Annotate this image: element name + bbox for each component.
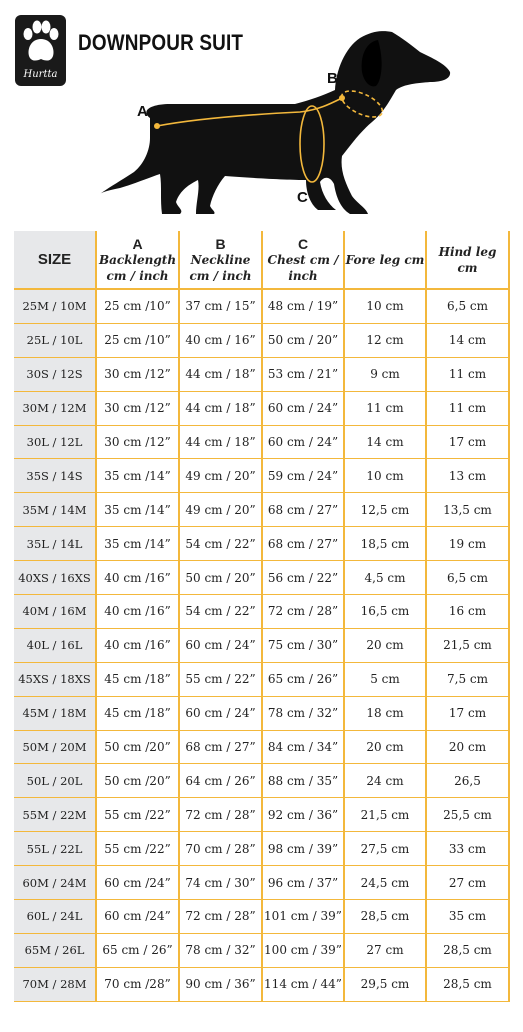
cell-fore-leg: 11 cm [344,391,426,425]
cell-neckline: 37 cm / 15” [179,289,262,323]
cell-backlength: 40 cm /16” [96,561,179,595]
cell-hind-leg: 28,5 cm [426,933,509,967]
header-chest [262,231,344,289]
cell-fore-leg: 29,5 cm [344,967,426,1001]
table-row [14,662,509,696]
cell-size: 30S / 12S [14,357,96,391]
cell-chest: 96 cm / 37” [262,866,344,900]
cell-fore-leg: 20 cm [344,730,426,764]
cell-backlength: 40 cm /16” [96,595,179,629]
cell-neckline: 90 cm / 36” [179,967,262,1001]
cell-backlength: 40 cm /16” [96,628,179,662]
cell-chest: 98 cm / 39” [262,832,344,866]
cell-size: 55L / 22L [14,832,96,866]
cell-neckline: 68 cm / 27” [179,730,262,764]
table-row [14,730,509,764]
cell-fore-leg: 4,5 cm [344,561,426,595]
cell-size: 40L / 16L [14,628,96,662]
cell-fore-leg: 12 cm [344,323,426,357]
cell-neckline: 44 cm / 18” [179,357,262,391]
cell-hind-leg: 17 cm [426,425,509,459]
cell-neckline: 50 cm / 20” [179,561,262,595]
cell-size: 45M / 18M [14,696,96,730]
cell-size: 70M / 28M [14,967,96,1001]
header-neckline-label: Neckline cm / inch [189,252,252,283]
table-row [14,561,509,595]
cell-backlength: 35 cm /14” [96,459,179,493]
cell-backlength: 30 cm /12” [96,425,179,459]
cell-fore-leg: 18,5 cm [344,527,426,561]
cell-neckline: 60 cm / 24” [179,628,262,662]
header-fore-leg-label: Fore leg cm [345,252,425,267]
logo-text: Hurtta [23,69,58,80]
cell-hind-leg: 26,5 [426,764,509,798]
dog-silhouette [100,31,450,214]
header-fore-leg [344,231,426,289]
cell-backlength: 25 cm /10” [96,323,179,357]
cell-hind-leg: 17 cm [426,696,509,730]
cell-fore-leg: 14 cm [344,425,426,459]
cell-chest: 88 cm / 35” [262,764,344,798]
table-row [14,967,509,1001]
cell-size: 35M / 14M [14,493,96,527]
table-row [14,289,509,323]
cell-chest: 59 cm / 24” [262,459,344,493]
cell-chest: 60 cm / 24” [262,425,344,459]
cell-fore-leg: 12,5 cm [344,493,426,527]
cell-chest: 48 cm / 19” [262,289,344,323]
cell-fore-leg: 24 cm [344,764,426,798]
cell-size: 30M / 12M [14,391,96,425]
cell-backlength: 25 cm /10” [96,289,179,323]
cell-size: 35L / 14L [14,527,96,561]
cell-backlength: 55 cm /22” [96,798,179,832]
cell-chest: 68 cm / 27” [262,493,344,527]
header-size-label: SIZE [37,250,72,268]
cell-backlength: 60 cm /24” [96,866,179,900]
table-row [14,798,509,832]
size-table [14,231,510,1002]
cell-chest: 114 cm / 44” [262,967,344,1001]
cell-hind-leg: 28,5 cm [426,967,509,1001]
table-row [14,628,509,662]
cell-neckline: 72 cm / 28” [179,798,262,832]
cell-size: 50L / 20L [14,764,96,798]
header [0,0,523,230]
cell-fore-leg: 5 cm [344,662,426,696]
cell-neckline: 44 cm / 18” [179,391,262,425]
cell-backlength: 45 cm /18” [96,696,179,730]
cell-neckline: 74 cm / 30” [179,866,262,900]
cell-chest: 100 cm / 39” [262,933,344,967]
cell-neckline: 40 cm / 16” [179,323,262,357]
cell-backlength: 50 cm /20” [96,730,179,764]
cell-backlength: 70 cm /28” [96,967,179,1001]
cell-chest: 50 cm / 20” [262,323,344,357]
cell-hind-leg: 33 cm [426,832,509,866]
cell-fore-leg: 24,5 cm [344,866,426,900]
cell-hind-leg: 20 cm [426,730,509,764]
table-row [14,900,509,934]
page-title: DOWNPOUR SUIT [78,30,244,55]
cell-backlength: 35 cm /14” [96,527,179,561]
table-row [14,764,509,798]
cell-chest: 72 cm / 28” [262,595,344,629]
header-backlength-label: Backlength cm / inch [98,252,177,283]
cell-backlength: 55 cm /22” [96,832,179,866]
cell-size: 45XS / 18XS [14,662,96,696]
cell-fore-leg: 18 cm [344,696,426,730]
table-row [14,459,509,493]
cell-neckline: 64 cm / 26” [179,764,262,798]
table-row [14,357,509,391]
cell-neckline: 44 cm / 18” [179,425,262,459]
cell-hind-leg: 25,5 cm [426,798,509,832]
cell-chest: 78 cm / 32” [262,696,344,730]
cell-fore-leg: 27 cm [344,933,426,967]
cell-neckline: 78 cm / 32” [179,933,262,967]
dog-diagram [90,28,470,223]
cell-hind-leg: 11 cm [426,391,509,425]
cell-size: 35S / 14S [14,459,96,493]
cell-backlength: 30 cm /12” [96,391,179,425]
cell-size: 60L / 24L [14,900,96,934]
cell-hind-leg: 14 cm [426,323,509,357]
cell-size: 60M / 24M [14,866,96,900]
header-letter-a: A [132,235,143,252]
cell-backlength: 45 cm /18” [96,662,179,696]
cell-chest: 75 cm / 30” [262,628,344,662]
table-row [14,866,509,900]
cell-backlength: 60 cm /24” [96,900,179,934]
table-row [14,832,509,866]
cell-chest: 53 cm / 21” [262,357,344,391]
cell-chest: 65 cm / 26” [262,662,344,696]
cell-neckline: 72 cm / 28” [179,900,262,934]
cell-size: 55M / 22M [14,798,96,832]
table-row [14,391,509,425]
label-c: C [297,189,308,206]
table-row [14,323,509,357]
cell-size: 50M / 20M [14,730,96,764]
cell-hind-leg: 16 cm [426,595,509,629]
cell-fore-leg: 21,5 cm [344,798,426,832]
cell-backlength: 50 cm /20” [96,764,179,798]
brand-logo [15,15,66,86]
header-neckline [179,231,262,289]
table-row [14,696,509,730]
cell-hind-leg: 13,5 cm [426,493,509,527]
cell-chest: 92 cm / 36” [262,798,344,832]
cell-fore-leg: 10 cm [344,459,426,493]
cell-backlength: 30 cm /12” [96,357,179,391]
cell-neckline: 55 cm / 22” [179,662,262,696]
cell-hind-leg: 27 cm [426,866,509,900]
cell-fore-leg: 20 cm [344,628,426,662]
cell-size: 25M / 10M [14,289,96,323]
cell-fore-leg: 28,5 cm [344,900,426,934]
cell-fore-leg: 27,5 cm [344,832,426,866]
table-row [14,493,509,527]
cell-hind-leg: 19 cm [426,527,509,561]
label-a: A [137,103,148,120]
cell-backlength: 35 cm /14” [96,493,179,527]
cell-neckline: 54 cm / 22” [179,527,262,561]
cell-neckline: 49 cm / 20” [179,493,262,527]
cell-chest: 101 cm / 39” [262,900,344,934]
header-backlength [96,231,179,289]
header-hind-leg [426,231,509,289]
table-row [14,425,509,459]
header-size [14,231,96,289]
cell-size: 40M / 16M [14,595,96,629]
cell-size: 30L / 12L [14,425,96,459]
cell-hind-leg: 6,5 cm [426,289,509,323]
header-letter-b: B [215,235,226,252]
cell-hind-leg: 21,5 cm [426,628,509,662]
table-header-row [14,231,509,289]
cell-neckline: 70 cm / 28” [179,832,262,866]
cell-hind-leg: 7,5 cm [426,662,509,696]
cell-hind-leg: 6,5 cm [426,561,509,595]
header-hind-leg-label: Hind leg cm [438,244,497,275]
cell-size: 25L / 10L [14,323,96,357]
cell-hind-leg: 35 cm [426,900,509,934]
cell-size: 65M / 26L [14,933,96,967]
table-row [14,527,509,561]
cell-hind-leg: 11 cm [426,357,509,391]
table-row [14,595,509,629]
cell-neckline: 54 cm / 22” [179,595,262,629]
cell-fore-leg: 16,5 cm [344,595,426,629]
cell-chest: 84 cm / 34” [262,730,344,764]
label-b: B [327,70,338,87]
cell-neckline: 60 cm / 24” [179,696,262,730]
cell-chest: 68 cm / 27” [262,527,344,561]
header-chest-label: Chest cm / inch [267,252,339,283]
table-row [14,933,509,967]
cell-hind-leg: 13 cm [426,459,509,493]
cell-backlength: 65 cm / 26” [96,933,179,967]
cell-neckline: 49 cm / 20” [179,459,262,493]
cell-size: 40XS / 16XS [14,561,96,595]
cell-fore-leg: 9 cm [344,357,426,391]
cell-chest: 60 cm / 24” [262,391,344,425]
header-letter-c: C [297,235,309,252]
cell-chest: 56 cm / 22” [262,561,344,595]
cell-fore-leg: 10 cm [344,289,426,323]
